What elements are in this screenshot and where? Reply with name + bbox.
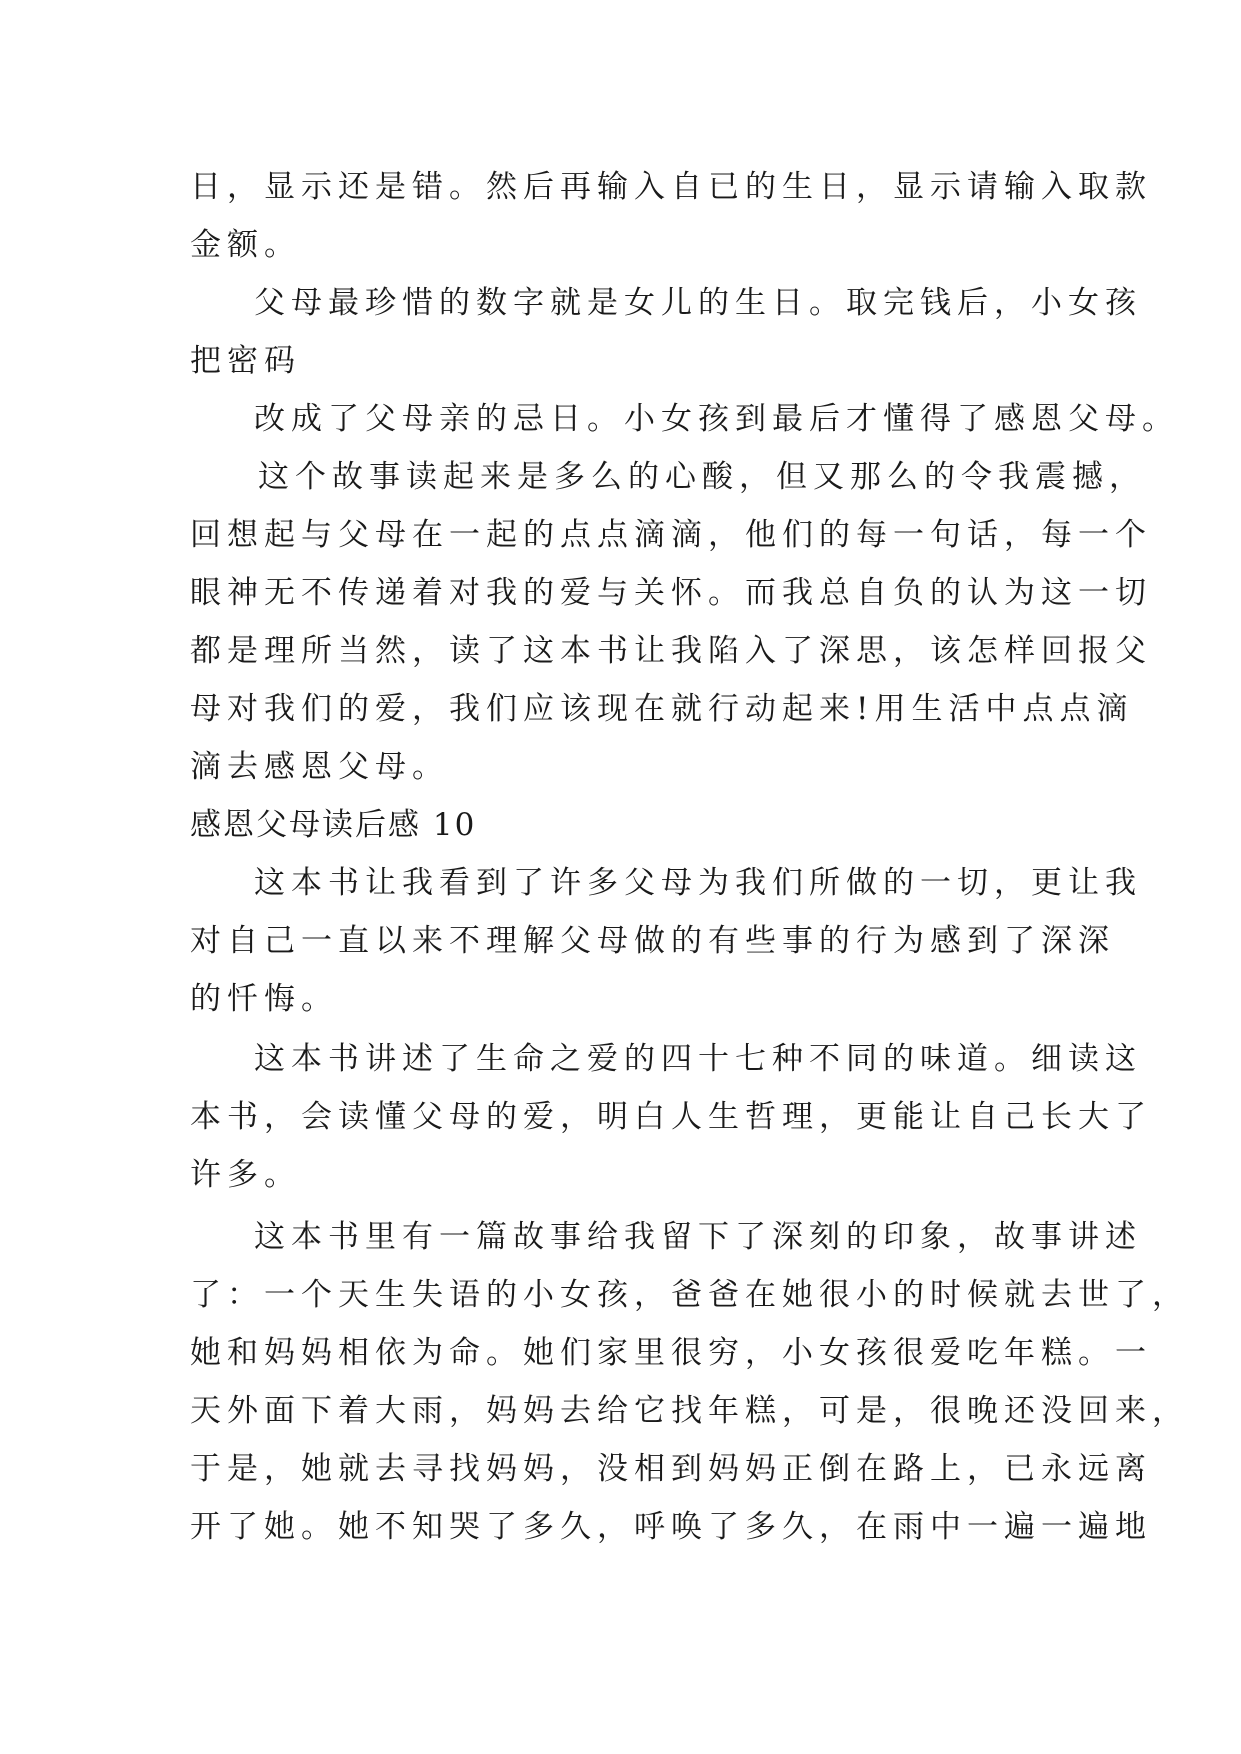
text-line: 了：一个天生失语的小女孩，爸爸在她很小的时候就去世了， (190, 1277, 1189, 1313)
text-line: 这个故事读起来是多么的心酸，但又那么的令我震撼， (258, 459, 1146, 495)
text-line: 这本书讲述了生命之爱的四十七种不同的味道。细读这 (254, 1041, 1142, 1077)
paragraph-4 (190, 448, 1152, 796)
text-line: 这本书让我看到了许多父母为我们所做的一切，更让我 (254, 865, 1142, 901)
text-line: 她和妈妈相依为命。她们家里很穷，小女孩很爱吃年糕。一 (190, 1335, 1152, 1371)
text-line: 都是理所当然，读了这本书让我陷入了深思，该怎样回报父 (190, 633, 1152, 669)
text-line: 于是，她就去寻找妈妈，没相到妈妈正倒在路上，已永远离 (190, 1451, 1152, 1487)
section-heading: 感恩父母读后感 10 (190, 807, 477, 843)
paragraph-7 (190, 1208, 1189, 1556)
paragraph-2 (190, 274, 1142, 390)
text-line: 眼神无不传递着对我的爱与关怀。而我总自负的认为这一切 (190, 575, 1152, 611)
text-line: 父母最珍惜的数字就是女儿的生日。取完钱后，小女孩 (254, 285, 1142, 321)
paragraph-1 (190, 158, 1152, 274)
paragraph-6 (190, 1030, 1152, 1204)
text-line: 开了她。她不知哭了多久，呼唤了多久，在雨中一遍一遍地 (190, 1509, 1152, 1545)
text-line: 母对我们的爱，我们应该现在就行动起来!用生活中点点滴 (190, 691, 1134, 727)
text-line: 对自己一直以来不理解父母做的有些事的行为感到了深深 (190, 923, 1115, 959)
text-line: 天外面下着大雨，妈妈去给它找年糕，可是，很晚还没回来， (190, 1393, 1189, 1429)
text-line: 回想起与父母在一起的点点滴滴，他们的每一句话，每一个 (190, 517, 1152, 553)
text-line: 本书，会读懂父母的爱，明白人生哲理，更能让自己长大了 (190, 1099, 1152, 1135)
text-line: 滴去感恩父母。 (190, 749, 449, 785)
text-line: 的忏悔。 (190, 981, 338, 1017)
text-line: 日，显示还是错。然后再输入自已的生日，显示请输入取款 (190, 169, 1152, 205)
paragraph-5 (190, 854, 1142, 1028)
text-line: 这本书里有一篇故事给我留下了深刻的印象，故事讲述 (254, 1219, 1142, 1255)
text-line: 金额。 (190, 227, 301, 263)
text-line: 许多。 (190, 1157, 301, 1193)
paragraph-3 (190, 390, 1179, 448)
text-line: 把密码 (190, 343, 301, 379)
text-line: 改成了父母亲的忌日。小女孩到最后才懂得了感恩父母。 (254, 401, 1179, 437)
